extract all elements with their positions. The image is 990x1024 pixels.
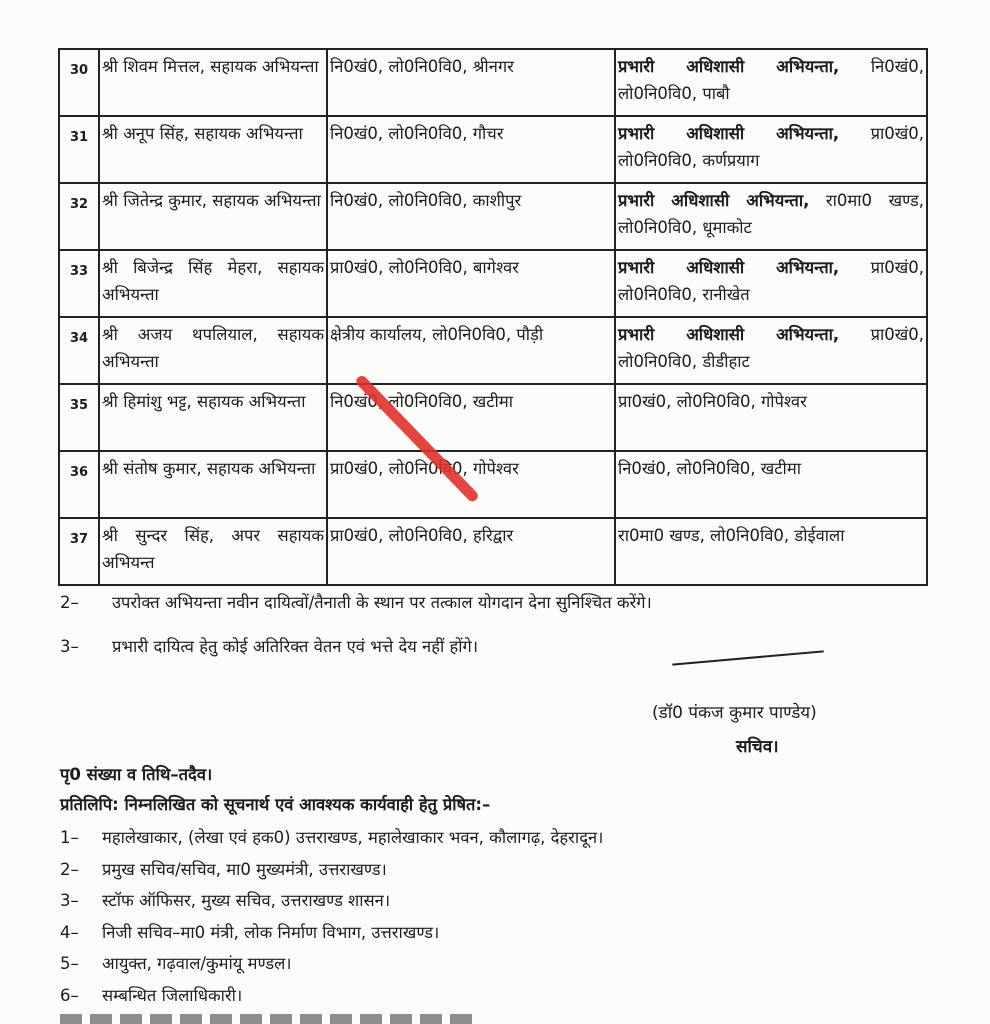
current-posting: प्रा0खं0, लो0नि0वि0, गोपेश्वर — [327, 451, 615, 518]
new-posting — [615, 116, 927, 183]
charge-title: प्रभारी अधिशासी अभियन्ता, — [618, 258, 840, 277]
note-number: 3– — [60, 637, 79, 656]
current-posting: प्रा0खं0, लो0नि0वि0, हरिद्वार — [327, 518, 615, 585]
transfer-table — [58, 48, 928, 586]
serial-number: 31 — [59, 116, 99, 183]
note-text: उपरोक्त अभियन्ता नवीन दायित्वों/तैनाती के स्थान पर तत्काल योगदान देना सुनिश्चित करेंगे। — [112, 593, 652, 612]
officer-name: श्री शिवम मित्तल, सहायक अभियन्ता — [99, 49, 327, 116]
serial-number: 36 — [59, 451, 99, 518]
new-posting — [615, 250, 927, 317]
table-row — [59, 116, 927, 183]
officer-name: श्री हिमांशु भट्ट, सहायक अभियन्ता — [99, 384, 327, 451]
list-item — [60, 856, 603, 888]
charge-title: प्रभारी अधिशासी अभियन्ता, — [618, 57, 840, 76]
list-text: प्रमुख सचिव/सचिव, मा0 मुख्यमंत्री, उत्तराखण्ड। — [102, 859, 387, 879]
new-posting-office: प्रा0खं0, लो0नि0वि0, कर्णप्रयाग — [618, 124, 924, 170]
list-number: 2– — [60, 859, 79, 879]
serial-number: 35 — [59, 384, 99, 451]
list-item — [60, 919, 603, 951]
new-posting — [615, 183, 927, 250]
note-item — [60, 590, 940, 616]
new-posting-office: रा0मा0 खण्ड, लो0नि0वि0, धूमाकोट — [618, 191, 924, 237]
note-item — [60, 634, 940, 660]
list-number: 4– — [60, 922, 79, 942]
serial-number: 33 — [59, 250, 99, 317]
current-posting: नि0खं0, लो0नि0वि0, गौचर — [327, 116, 615, 183]
serial-number: 34 — [59, 317, 99, 384]
officer-name: श्री संतोष कुमार, सहायक अभियन्ता — [99, 451, 327, 518]
current-posting: नि0खं0, लो0नि0वि0, खटीमा — [327, 384, 615, 451]
officer-name: श्री सुन्दर सिंह, अपर सहायक अभियन्त — [99, 518, 327, 585]
table-row — [59, 518, 927, 585]
new-posting-office: नि0खं0, लो0नि0वि0, खटीमा — [618, 459, 801, 478]
note-number: 2– — [60, 593, 79, 612]
officer-name: श्री अजय थपलियाल, सहायक अभियन्ता — [99, 317, 327, 384]
charge-title: प्रभारी अधिशासी अभियन्ता, — [618, 124, 840, 143]
new-posting — [615, 518, 927, 585]
list-item — [60, 824, 603, 856]
copy-list — [60, 824, 603, 1013]
current-posting: नि0खं0, लो0नि0वि0, काशीपुर — [327, 183, 615, 250]
serial-number: 37 — [59, 518, 99, 585]
list-item — [60, 950, 603, 982]
current-posting: क्षेत्रीय कार्यालय, लो0नि0वि0, पौड़ी — [327, 317, 615, 384]
list-item — [60, 982, 603, 1014]
list-number: 5– — [60, 954, 79, 973]
new-posting — [615, 317, 927, 384]
new-posting — [615, 49, 927, 116]
list-number: 3– — [60, 891, 79, 910]
signatory-name: (डॉ0 पंकज कुमार पाण्डेय) — [652, 703, 817, 723]
list-text: निजी सचिव–मा0 मंत्री, लोक निर्माण विभाग, उत्तराखण्ड। — [102, 922, 440, 942]
copy-intro: प्रतिलिपि: निम्नलिखित को सूचनार्थ एवं आवश्यक कार्यवाही हेतु प्रेषित:– — [60, 795, 491, 814]
new-posting-office: प्रा0खं0, लो0नि0वि0, गोपेश्वर — [618, 392, 807, 411]
list-text: महालेखाकार, (लेखा एवं हक0) उत्तराखण्ड, महालेखाकार भवन, कौलागढ़, देहरादून। — [102, 828, 604, 847]
officer-name: श्री बिजेन्द्र सिंह मेहरा, सहायक अभियन्ता — [99, 250, 327, 317]
list-text: आयुक्त, गढ़वाल/कुमांयू मण्डल। — [102, 954, 292, 973]
officer-name: श्री अनूप सिंह, सहायक अभियन्ता — [99, 116, 327, 183]
list-item — [60, 887, 603, 919]
current-posting: नि0खं0, लो0नि0वि0, श्रीनगर — [327, 49, 615, 116]
charge-title: प्रभारी अधिशासी अभियन्ता, — [618, 191, 810, 210]
table-row — [59, 451, 927, 518]
list-number: 6– — [60, 985, 79, 1005]
table-row — [59, 250, 927, 317]
table-row — [59, 384, 927, 451]
serial-number: 30 — [59, 49, 99, 116]
officer-name: श्री जितेन्द्र कुमार, सहायक अभियन्ता — [99, 183, 327, 250]
list-text: स्टॉफ ऑफिसर, मुख्य सचिव, उत्तराखण्ड शासन। — [102, 891, 391, 910]
current-posting: प्रा0खं0, लो0नि0वि0, बागेश्वर — [327, 250, 615, 317]
note-text: प्रभारी दायित्व हेतु कोई अतिरिक्त वेतन एवं भत्ते देय नहीं होंगे। — [112, 637, 479, 656]
cropped-text-line — [60, 1014, 480, 1024]
charge-title: प्रभारी अधिशासी अभियन्ता, — [618, 325, 840, 344]
list-number: 1– — [60, 828, 79, 847]
new-posting-office: नि0खं0, लो0नि0वि0, पाबौ — [618, 57, 924, 103]
new-posting — [615, 384, 927, 451]
new-posting-office: रा0मा0 खण्ड, लो0नि0वि0, डोईवाला — [618, 526, 845, 545]
serial-number: 32 — [59, 183, 99, 250]
table-row — [59, 49, 927, 116]
list-text: सम्बन्धित जिलाधिकारी। — [102, 985, 243, 1005]
table-row — [59, 317, 927, 384]
new-posting-office: प्रा0खं0, लो0नि0वि0, डीडीहाट — [618, 325, 924, 371]
new-posting-office: प्रा0खं0, लो0नि0वि0, रानीखेत — [618, 258, 924, 304]
new-posting — [615, 451, 927, 518]
table-row — [59, 183, 927, 250]
reference-line: पृ0 संख्या व तिथि–तदैव। — [60, 765, 213, 784]
signatory-title: सचिव। — [736, 737, 779, 757]
